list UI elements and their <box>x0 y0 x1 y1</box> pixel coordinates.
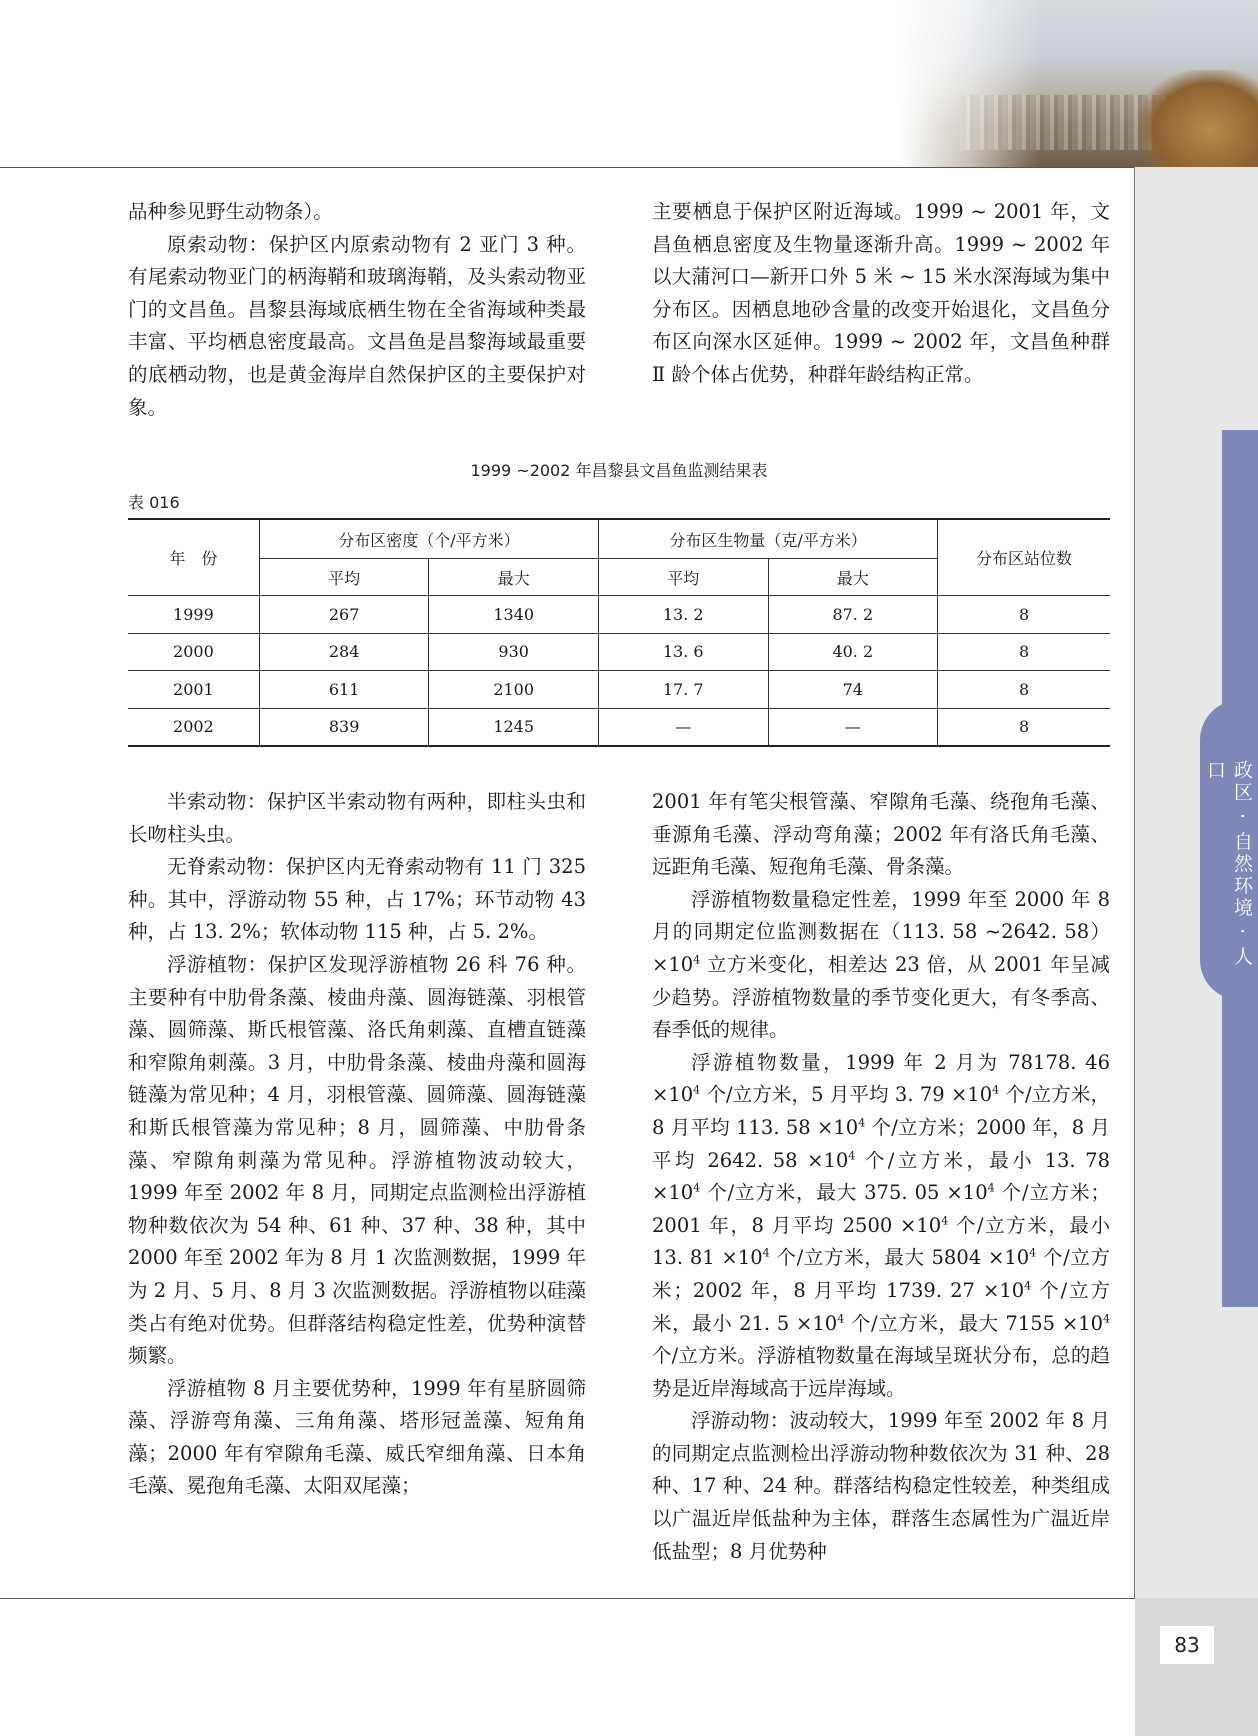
cell-biomass-max: 40. 2 <box>768 633 938 671</box>
exponent: 4 <box>837 1312 845 1325</box>
text-run: 个/立方米，最大 7155 ×10 <box>844 1311 1103 1335</box>
column-bottom-left <box>128 786 586 1503</box>
text-run: 个/立方米，8 月平均 113. 58 ×10 <box>652 1083 1110 1139</box>
cell-stations: 8 <box>938 671 1110 709</box>
text-run: 个/立方米，最小 21. 5 ×10 <box>652 1278 1110 1335</box>
cell-biomass-avg: — <box>598 708 768 746</box>
paragraph <box>652 884 1110 1047</box>
exponent: 4 <box>693 1083 701 1097</box>
header-stations: 分布区站位数 <box>938 519 1110 596</box>
cell-biomass-max: 74 <box>768 671 938 709</box>
paragraph: 原索动物：保护区内原索动物有 2 亚门 3 种。有尾索动物亚门的柄海鞘和玻璃海鞘，及头索动物亚门的文昌鱼。昌黎县海域底栖生物在全省海域种类最丰富、平均栖息密度最高。文昌鱼是昌黎海域最重要的底栖动物，也是黄金海岸自然保护区的主要保护对象。 <box>128 232 586 419</box>
exponent: 4 <box>762 1246 770 1260</box>
exponent: 4 <box>1024 1279 1032 1293</box>
exponent: 4 <box>992 1083 1000 1097</box>
cell-density-avg: 267 <box>259 596 429 634</box>
cell-year: 2000 <box>128 633 259 671</box>
chapter-tab-label: 政区 · 自然环境 · 人口 <box>1204 760 1253 969</box>
cell-stations: 8 <box>938 596 1110 634</box>
text-run: 浮游植物数量，1999 年 2 月为 78178. 46 ×10 <box>652 1050 1110 1107</box>
cell-density-avg: 611 <box>259 671 429 709</box>
paragraph: 2001 年有笔尖根管藻、窄隙角毛藻、绕孢角毛藻、垂源角毛藻、浮动弯角藻；2002 年有洛氏角毛藻、远距角毛藻、短孢角毛藻、骨条藻。 <box>652 790 1110 879</box>
cell-biomass-avg: 17. 7 <box>598 671 768 709</box>
cell-year: 2002 <box>128 708 259 746</box>
text-run: 个/立方米，5 月平均 3. 79 ×10 <box>700 1083 993 1107</box>
paragraph: 品种参见野生动物条）。 <box>128 200 333 223</box>
paragraph: 无脊索动物：保护区内无脊索动物有 11 门 325 种。其中，浮游动物 55 种，占 17%；环节动物 43 种，占 13. 2%；软体动物 115 种，占 5. 2%。 <box>128 855 586 944</box>
text-run: 个/立方米。浮游植物数量在海域呈斑状分布，总的趋势是近岸海域高于远岸海域。 <box>652 1344 1110 1400</box>
header-density: 分布区密度（个/平方米） <box>259 519 598 559</box>
cell-biomass-avg: 13. 6 <box>598 633 768 671</box>
cell-biomass-max: 87. 2 <box>768 596 938 634</box>
header-year: 年 份 <box>128 519 259 596</box>
paragraph: 半索动物：保护区半索动物有两种，即柱头虫和长吻柱头虫。 <box>128 790 586 846</box>
text-run: 个/立方米，最小 13. 81 ×10 <box>652 1213 1110 1270</box>
subheader-density-avg: 平均 <box>259 559 429 596</box>
table-number: 表 016 <box>128 493 180 512</box>
text-run: 浮游植物数量稳定性差，1999 年至 2000 年 8 月的同期定位监测数据在（113. 58 ~2642. 58）×10 <box>652 887 1110 976</box>
cell-density-max: 1245 <box>429 708 599 746</box>
footer-rule <box>0 1598 1135 1599</box>
paragraph: 浮游植物 8 月主要优势种，1999 年有星脐圆筛藻、浮游弯角藻、三角角藻、塔形冠盖藻、短角角藻；2000 年有窄隙角毛藻、威氏窄细角藻、日本角毛藻、冕孢角毛藻、太阳双尾藻； <box>128 1376 586 1498</box>
cell-year: 1999 <box>128 596 259 634</box>
column-top-right <box>652 196 1110 392</box>
right-rule <box>1134 167 1135 1599</box>
exponent: 4 <box>941 1214 949 1228</box>
exponent: 4 <box>1029 1246 1037 1260</box>
footer-grey-block <box>1135 1598 1258 1736</box>
monitoring-table <box>128 518 1110 747</box>
cell-density-avg: 284 <box>259 633 429 671</box>
cell-year: 2001 <box>128 671 259 709</box>
text-run: 个/立方米，最大 375. 05 ×10 <box>700 1181 988 1205</box>
exponent: 4 <box>858 1116 866 1130</box>
header-photo <box>900 0 1258 168</box>
subheader-biomass-max: 最大 <box>768 559 938 596</box>
exponent: 4 <box>693 953 701 967</box>
paragraph <box>652 1047 1110 1406</box>
exponent: 4 <box>1103 1312 1110 1325</box>
cell-biomass-avg: 13. 2 <box>598 596 768 634</box>
table-row <box>128 708 1110 746</box>
cell-stations: 8 <box>938 708 1110 746</box>
exponent: 4 <box>848 1149 856 1163</box>
subheader-biomass-avg: 平均 <box>598 559 768 596</box>
text-run: 个/立方米，最小 13. 78 ×10 <box>652 1148 1110 1205</box>
subheader-density-max: 最大 <box>429 559 599 596</box>
table-title: 1999 ~2002 年昌黎县文昌鱼监测结果表 <box>470 461 768 480</box>
exponent: 4 <box>693 1181 701 1195</box>
text-run: 个/立方米，最大 5804 ×10 <box>769 1246 1030 1270</box>
table-row <box>128 633 1110 671</box>
exponent: 4 <box>987 1181 995 1195</box>
header-rule <box>0 167 1135 168</box>
table-row <box>128 671 1110 709</box>
cell-density-max: 930 <box>429 633 599 671</box>
table-row <box>128 596 1110 634</box>
page-number: 83 <box>1160 1626 1214 1664</box>
cell-biomass-max: — <box>768 708 938 746</box>
cell-density-max: 1340 <box>429 596 599 634</box>
column-top-left <box>128 196 586 424</box>
column-bottom-right <box>652 786 1110 1568</box>
text-run: 个/立方米；2001 年，8 月平均 2500 ×10 <box>652 1181 1110 1237</box>
cell-density-max: 2100 <box>429 671 599 709</box>
paragraph: 浮游动物：波动较大，1999 年至 2002 年 8 月的同期定点监测检出浮游动物种数依次为 31 种、28 种、17 种、24 种。群落结构稳定性较差，种类组成以广温近岸低盐种为主体，群落生态属性为广温近岸低盐型；8 月优势种 <box>652 1409 1110 1563</box>
cell-density-avg: 839 <box>259 708 429 746</box>
paragraph: 主要栖息于保护区附近海域。1999 ~ 2001 年，文昌鱼栖息密度及生物量逐渐升高。1999 ~ 2002 年以大蒲河口—新开口外 5 米 ~ 15 米水深海域为集中分布区。因栖息地砂含量的改变开始退化，文昌鱼分布区向深水区延伸。1999 ~ 2002 年，文昌鱼种群 Ⅱ 龄个体占优势，种群年龄结构正常。 <box>652 200 1110 386</box>
header-biomass: 分布区生物量（克/平方米） <box>598 519 937 559</box>
paragraph: 浮游植物：保护区发现浮游植物 26 科 76 种。主要种有中肋骨条藻、棱曲舟藻、圆海链藻、羽根管藻、圆筛藻、斯氏根管藻、洛氏角刺藻、直槽直链藻和窄隙角刺藻。3 月，中肋骨条藻、棱曲舟藻和圆海链藻为常见种；4 月，羽根管藻、圆筛藻、圆海链藻和斯氏根管藻为常见种；8 月，圆筛藻、中肋骨条藻、窄隙角刺藻为常见种。浮游植物波动较大，1999 年至 2002 年 8 月，同期定点监测检出浮游植物种数依次为 54 种、61 种、37 种、38 种，其中 2000 年至 2002 年为 8 月 1 次监测数据，1999 年为 2 月、5 月、8 月 3 次监测数据。浮游植物以硅藻类占有绝对优势。但群落结构稳定性差，优势种演替频繁。 <box>128 952 586 1368</box>
text-run: 个/立方米；2002 年，8 月平均 1739. 27 ×10 <box>652 1246 1110 1302</box>
text-run: 立方米变化，相差达 23 倍，从 2001 年呈减少趋势。浮游植物数量的季节变化更大，有冬季高、春季低的规律。 <box>652 952 1110 1042</box>
text-run: 个/立方米；2000 年，8 月平均 2642. 58 ×10 <box>652 1115 1110 1172</box>
cell-stations: 8 <box>938 633 1110 671</box>
